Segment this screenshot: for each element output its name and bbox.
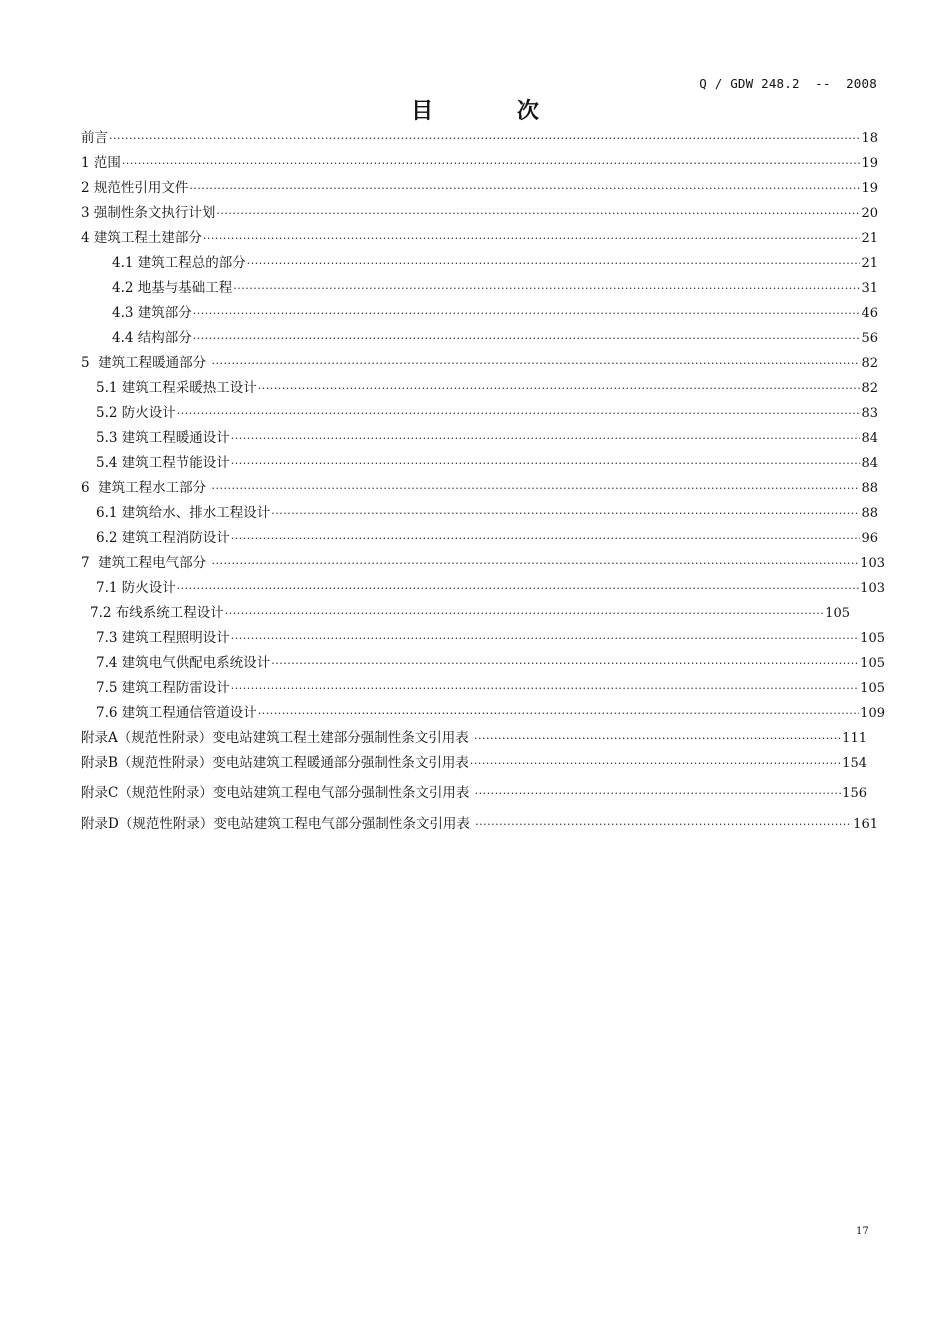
toc-entry-label: 5.1 建筑工程采暖热工设计	[96, 380, 257, 396]
toc-leader-dots	[122, 153, 861, 175]
toc-entry-label: 7.2 布线系统工程设计	[90, 605, 224, 621]
toc-leader-dots	[475, 814, 852, 836]
toc-leader-dots	[177, 578, 859, 600]
toc-entry-page: 105	[860, 656, 885, 671]
toc-leader-dots	[258, 703, 859, 725]
toc-entry-page: 105	[860, 681, 885, 696]
toc-leader-dots	[271, 503, 860, 525]
toc-entry-label: 前言	[81, 130, 108, 146]
toc-entry-label: 2 规范性引用文件	[81, 180, 189, 196]
toc-entry-appendix-b[interactable]	[81, 752, 867, 774]
toc-entry-label: 6 建筑工程水工部分	[81, 480, 211, 496]
toc-leader-dots	[231, 453, 861, 475]
toc-entry-page: 96	[861, 531, 878, 546]
toc-entry-label: 4.1 建筑工程总的部分	[112, 255, 246, 271]
toc-entry-page: 82	[861, 356, 878, 371]
toc-entry-page: 19	[861, 181, 878, 196]
toc-entry-appendix-a[interactable]	[81, 727, 867, 749]
toc-entry-label: 附录A（规范性附录）变电站建筑工程土建部分强制性条文引用表	[81, 730, 474, 746]
toc-leader-dots	[193, 303, 861, 325]
toc-entry-label: 4 建筑工程土建部分	[81, 230, 202, 246]
toc-entry-label: 附录B（规范性附录）变电站建筑工程暖通部分强制性条文引用表	[81, 755, 469, 771]
toc-entry-7-3[interactable]	[96, 627, 885, 649]
toc-leader-dots	[211, 353, 860, 375]
toc-entry-label: 5.3 建筑工程暖通设计	[96, 430, 230, 446]
toc-entry-5[interactable]	[81, 352, 878, 374]
toc-entry-7-2[interactable]	[90, 602, 850, 624]
toc-leader-dots	[216, 203, 860, 225]
toc-leader-dots	[474, 728, 841, 750]
toc-entry-page: 82	[861, 381, 878, 396]
toc-entry-label: 附录D（规范性附录）变电站建筑工程电气部分强制性条文引用表	[81, 816, 475, 832]
toc-entry-label: 7.4 建筑电气供配电系统设计	[96, 655, 271, 671]
toc-entry-1[interactable]	[81, 152, 878, 174]
toc-entry-label: 4.4 结构部分	[112, 330, 192, 346]
toc-entry-page: 105	[825, 606, 850, 621]
toc-entry-page: 83	[861, 406, 878, 421]
toc-entry-page: 103	[860, 556, 885, 571]
toc-leader-dots	[231, 428, 861, 450]
toc-entry-label: 6.2 建筑工程消防设计	[96, 530, 230, 546]
toc-entry-page: 109	[860, 706, 885, 721]
toc-leader-dots	[109, 128, 860, 150]
toc-entry-page: 156	[842, 786, 867, 801]
toc-entry-7-4[interactable]	[96, 652, 885, 674]
toc-entry-appendix-c[interactable]	[81, 782, 867, 804]
toc-entry-label: 4.3 建筑部分	[112, 305, 192, 321]
toc-leader-dots	[177, 403, 861, 425]
toc-entry-5-1[interactable]	[96, 377, 878, 399]
toc-entry-page: 21	[861, 231, 878, 246]
document-code: Q / GDW 248.2 -- 2008	[699, 76, 877, 91]
toc-entry-4-4[interactable]	[112, 327, 878, 349]
toc-leader-dots	[225, 603, 824, 625]
toc-entry-page: 111	[842, 731, 867, 746]
toc-entry-page: 46	[861, 306, 878, 321]
toc-entry-page: 103	[860, 581, 885, 596]
toc-entry-page: 18	[861, 131, 878, 146]
toc-entry-4[interactable]	[81, 227, 878, 249]
toc-entry-page: 19	[861, 156, 878, 171]
toc-entry-page: 21	[861, 256, 878, 271]
toc-entry-label: 5.4 建筑工程节能设计	[96, 455, 230, 471]
toc-entry-label: 6.1 建筑给水、排水工程设计	[96, 505, 271, 521]
toc-entry-4-2[interactable]	[112, 277, 878, 299]
toc-leader-dots	[231, 528, 861, 550]
toc-entry-foreword[interactable]	[81, 127, 878, 149]
toc-entry-label: 4.2 地基与基础工程	[112, 280, 233, 296]
toc-entry-appendix-d[interactable]	[81, 813, 878, 835]
toc-leader-dots	[470, 753, 841, 775]
toc-entry-label: 7.3 建筑工程照明设计	[96, 630, 230, 646]
toc-leader-dots	[231, 678, 859, 700]
toc-entry-2[interactable]	[81, 177, 878, 199]
toc-title: 目 次	[411, 99, 577, 124]
toc-entry-6[interactable]	[81, 477, 878, 499]
toc-entry-6-1[interactable]	[96, 502, 878, 524]
toc-entry-page: 84	[861, 456, 878, 471]
toc-leader-dots	[475, 783, 842, 805]
toc-entry-7[interactable]	[81, 552, 885, 574]
toc-entry-page: 154	[842, 756, 867, 771]
page-number: 17	[856, 1226, 869, 1237]
toc-entry-5-3[interactable]	[96, 427, 878, 449]
toc-entry-label: 5 建筑工程暖通部分	[81, 355, 211, 371]
toc-leader-dots	[258, 378, 861, 400]
toc-entry-page: 88	[861, 481, 878, 496]
toc-leader-dots	[189, 178, 860, 200]
toc-entry-6-2[interactable]	[96, 527, 878, 549]
toc-leader-dots	[247, 253, 861, 275]
toc-leader-dots	[211, 478, 860, 500]
toc-leader-dots	[271, 653, 859, 675]
toc-leader-dots	[231, 628, 859, 650]
toc-entry-page: 161	[853, 817, 878, 832]
toc-entry-7-6[interactable]	[96, 702, 885, 724]
toc-entry-3[interactable]	[81, 202, 878, 224]
toc-entry-5-4[interactable]	[96, 452, 878, 474]
toc-entry-label: 7 建筑工程电气部分	[81, 555, 211, 571]
toc-leader-dots	[233, 278, 860, 300]
toc-entry-label: 附录C（规范性附录）变电站建筑工程电气部分强制性条文引用表	[81, 785, 474, 801]
toc-entry-5-2[interactable]	[96, 402, 878, 424]
toc-entry-page: 31	[861, 281, 878, 296]
toc-entry-label: 7.1 防火设计	[96, 580, 176, 596]
toc-entry-label: 7.6 建筑工程通信管道设计	[96, 705, 257, 721]
toc-leader-dots	[203, 228, 861, 250]
toc-entry-label: 1 范围	[81, 155, 121, 171]
toc-leader-dots	[193, 328, 861, 350]
toc-entry-label: 3 强制性条文执行计划	[81, 205, 216, 221]
toc-entry-page: 84	[861, 431, 878, 446]
toc-entry-7-5[interactable]	[96, 677, 885, 699]
toc-entry-page: 56	[861, 331, 878, 346]
toc-entry-7-1[interactable]	[96, 577, 885, 599]
toc-entry-4-1[interactable]	[112, 252, 878, 274]
toc-entry-page: 88	[861, 506, 878, 521]
toc-entry-4-3[interactable]	[112, 302, 878, 324]
toc-entry-label: 7.5 建筑工程防雷设计	[96, 680, 230, 696]
toc-entry-label: 5.2 防火设计	[96, 405, 176, 421]
toc-entry-page: 105	[860, 631, 885, 646]
toc-leader-dots	[211, 553, 859, 575]
toc-entry-page: 20	[861, 206, 878, 221]
